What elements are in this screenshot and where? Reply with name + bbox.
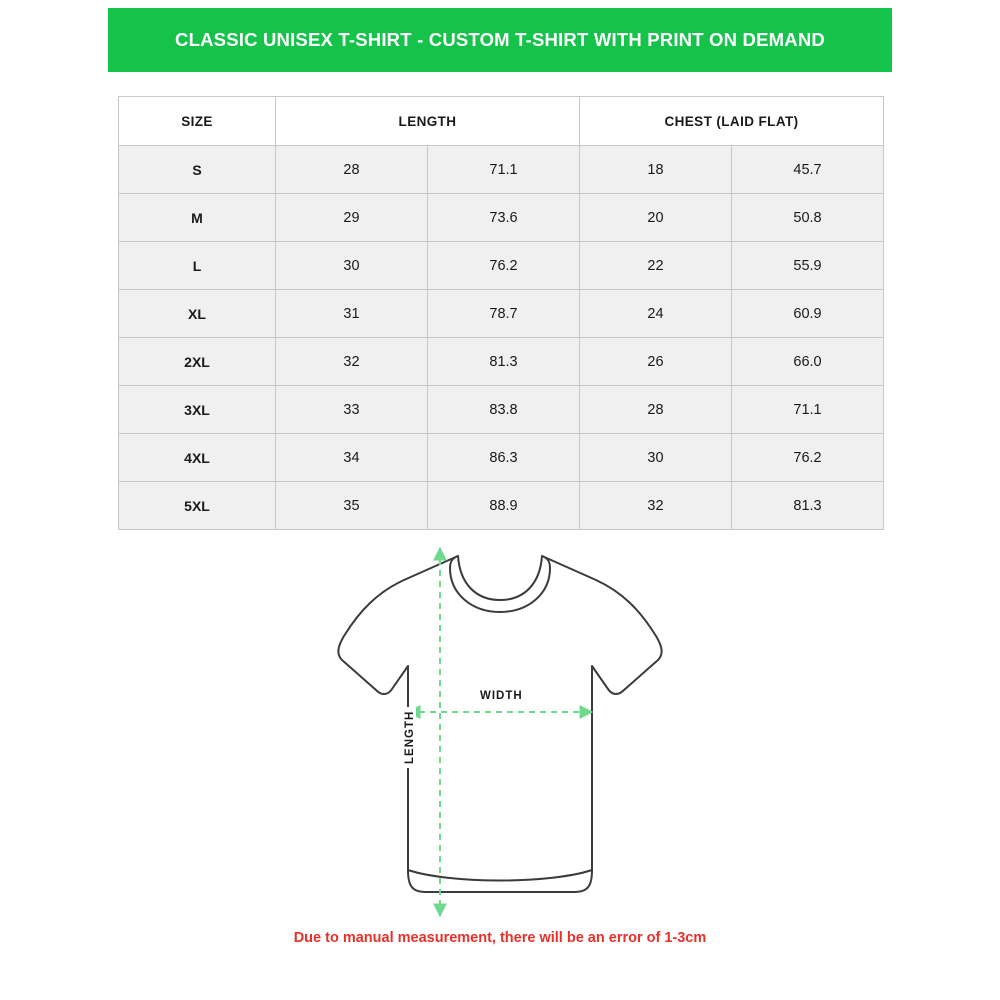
cell-length-in: 29 <box>276 194 428 242</box>
cell-size: 5XL <box>119 482 276 530</box>
cell-size: 3XL <box>119 386 276 434</box>
cell-length-cm: 71.1 <box>428 146 580 194</box>
table-row <box>119 146 884 194</box>
header-size: SIZE <box>119 97 276 146</box>
cell-size: M <box>119 194 276 242</box>
cell-chest-cm: 45.7 <box>732 146 884 194</box>
cell-size: 2XL <box>119 338 276 386</box>
table-row <box>119 194 884 242</box>
table-row <box>119 338 884 386</box>
cell-length-in: 32 <box>276 338 428 386</box>
cell-length-in: 33 <box>276 386 428 434</box>
tshirt-measurement-diagram <box>300 540 700 930</box>
cell-chest-cm: 60.9 <box>732 290 884 338</box>
cell-length-in: 30 <box>276 242 428 290</box>
table-row <box>119 482 884 530</box>
table-row <box>119 290 884 338</box>
cell-chest-in: 24 <box>580 290 732 338</box>
cell-length-in: 31 <box>276 290 428 338</box>
cell-chest-in: 32 <box>580 482 732 530</box>
cell-chest-cm: 55.9 <box>732 242 884 290</box>
header-chest: CHEST (LAID FLAT) <box>580 97 884 146</box>
cell-chest-cm: 81.3 <box>732 482 884 530</box>
cell-length-cm: 88.9 <box>428 482 580 530</box>
cell-length-in: 35 <box>276 482 428 530</box>
cell-chest-cm: 66.0 <box>732 338 884 386</box>
header-banner <box>108 8 892 72</box>
size-chart-table <box>118 96 884 530</box>
cell-length-cm: 83.8 <box>428 386 580 434</box>
cell-size: S <box>119 146 276 194</box>
cell-chest-in: 26 <box>580 338 732 386</box>
cell-size: 4XL <box>119 434 276 482</box>
table-row <box>119 434 884 482</box>
cell-chest-cm: 76.2 <box>732 434 884 482</box>
cell-length-cm: 78.7 <box>428 290 580 338</box>
cell-length-in: 28 <box>276 146 428 194</box>
cell-length-cm: 76.2 <box>428 242 580 290</box>
measurement-disclaimer: Due to manual measurement, there will be an error of 1-3cm <box>293 930 707 946</box>
cell-size: L <box>119 242 276 290</box>
table-row <box>119 386 884 434</box>
cell-chest-in: 22 <box>580 242 732 290</box>
cell-chest-cm: 71.1 <box>732 386 884 434</box>
table-header-row <box>119 97 884 146</box>
tshirt-illustration <box>300 540 700 930</box>
cell-length-in: 34 <box>276 434 428 482</box>
cell-size: XL <box>119 290 276 338</box>
cell-length-cm: 81.3 <box>428 338 580 386</box>
cell-chest-in: 20 <box>580 194 732 242</box>
page-title: CLASSIC UNISEX T-SHIRT - CUSTOM T-SHIRT WITH PRINT ON DEMAND <box>175 29 825 50</box>
cell-chest-in: 30 <box>580 434 732 482</box>
cell-chest-in: 18 <box>580 146 732 194</box>
width-label: WIDTH <box>476 690 527 702</box>
cell-chest-in: 28 <box>580 386 732 434</box>
cell-chest-cm: 50.8 <box>732 194 884 242</box>
size-chart <box>118 96 883 530</box>
cell-length-cm: 86.3 <box>428 434 580 482</box>
table-row <box>119 242 884 290</box>
length-label: LENGTH <box>404 707 416 768</box>
cell-length-cm: 73.6 <box>428 194 580 242</box>
header-length: LENGTH <box>276 97 580 146</box>
